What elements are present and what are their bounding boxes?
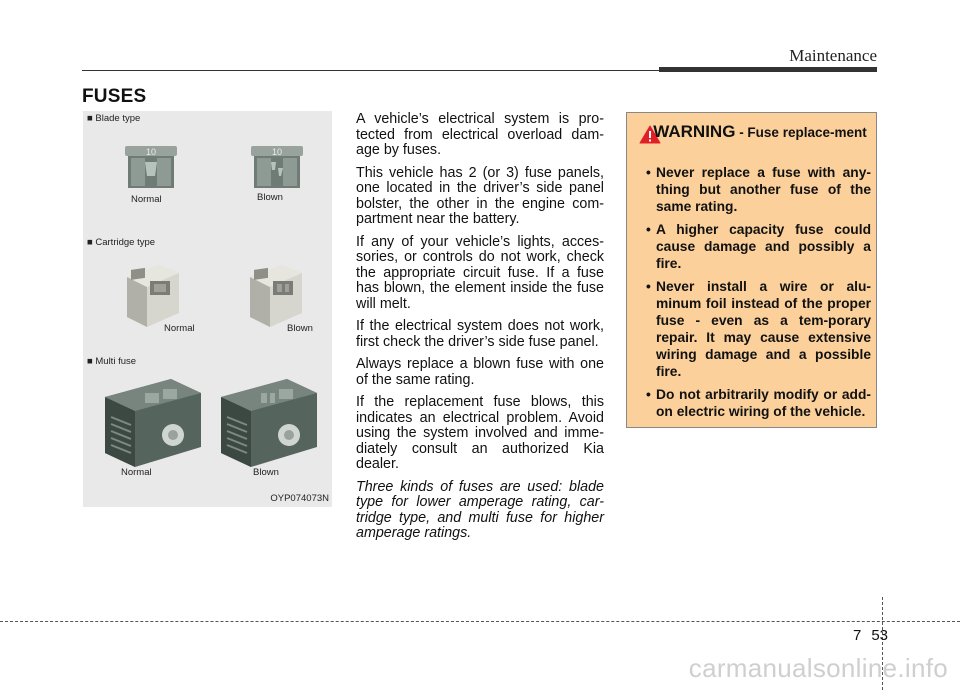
cartridge-fuse-normal-image [123,263,181,329]
header-rule [82,70,660,71]
svg-text:10: 10 [145,147,157,157]
warning-item: • A higher capacity fuse could cause damage and possibly a fire. [647,221,871,272]
paragraph: A vehicle’s electrical system is pro-tected from electrical overload dam-age by fuses. [356,111,604,158]
svg-text:10: 10 [271,147,283,157]
warning-item: • Do not arbitrarily modify or add-on electric wiring of the vehicle. [647,386,871,420]
blade-normal-caption: Normal [131,194,162,205]
multi-fuse-blown-image [217,377,321,469]
multi-normal-caption: Normal [121,467,152,478]
paragraph: If the replacement fuse blows, this indicates an electrical problem. Avoid using the system involved and imme-diately consult an authorized Kia dealer. [356,394,604,472]
cartridge-fuse-blown-image [246,263,304,329]
multi-blown-caption: Blown [253,467,279,478]
blade-type-label: ■ Blade type [87,113,141,124]
warning-list [647,164,871,426]
warning-subtitle: - Fuse replace-ment [735,125,867,140]
fuse-figure [83,111,332,507]
figure-code: OYP074073N [270,493,329,504]
warning-heading [650,122,870,142]
warning-word: WARNING [653,122,736,141]
header-bar [659,67,877,72]
paragraph: If any of your vehicle’s lights, acces-sories, or controls do not work, check the appropriate circuit fuse. If a fuse has blown, the element inside the fuse will melt. [356,233,604,312]
footer-rule [0,621,960,622]
multi-fuse-normal-image [101,377,205,469]
page-number [853,627,888,644]
paragraph: Always replace a blown fuse with one of the same rating. [356,356,604,388]
cartridge-normal-caption: Normal [164,323,195,334]
blade-blown-caption: Blown [257,192,283,203]
paragraph: This vehicle has 2 (or 3) fuse panels, one located in the driver’s side panel bolster, the other in the engine com-partment near the battery. [356,164,604,227]
blade-fuse-blown-image [251,146,303,190]
cartridge-type-label: ■ Cartridge type [87,237,156,248]
blade-fuse-normal-image [125,146,177,190]
warning-box [626,112,877,428]
warning-item: • Never replace a fuse with any-thing but another fuse of the same rating. [647,164,871,215]
italic-note: Three kinds of fuses are used: blade type for lower amperage rating, car-tridge type, and multi fuse for higher amperage ratings. [356,478,604,541]
page-number-value: 53 [871,627,889,644]
watermark: carmanualsonline.info [688,653,948,683]
body-text [356,112,604,549]
warning-item: • Never install a wire or alu-minum foil instead of the proper fuse - even as a tem-porary repair. It may cause extensive wiring damage and a possible fire. [647,278,871,380]
page-title: FUSES [82,86,147,107]
multi-fuse-label: ■ Multi fuse [87,356,137,367]
paragraph: If the electrical system does not work, first check the driver’s side fuse panel. [356,318,604,350]
chapter-number: 7 [853,627,862,644]
section-name: Maintenance [789,46,877,65]
cartridge-blown-caption: Blown [287,323,313,334]
